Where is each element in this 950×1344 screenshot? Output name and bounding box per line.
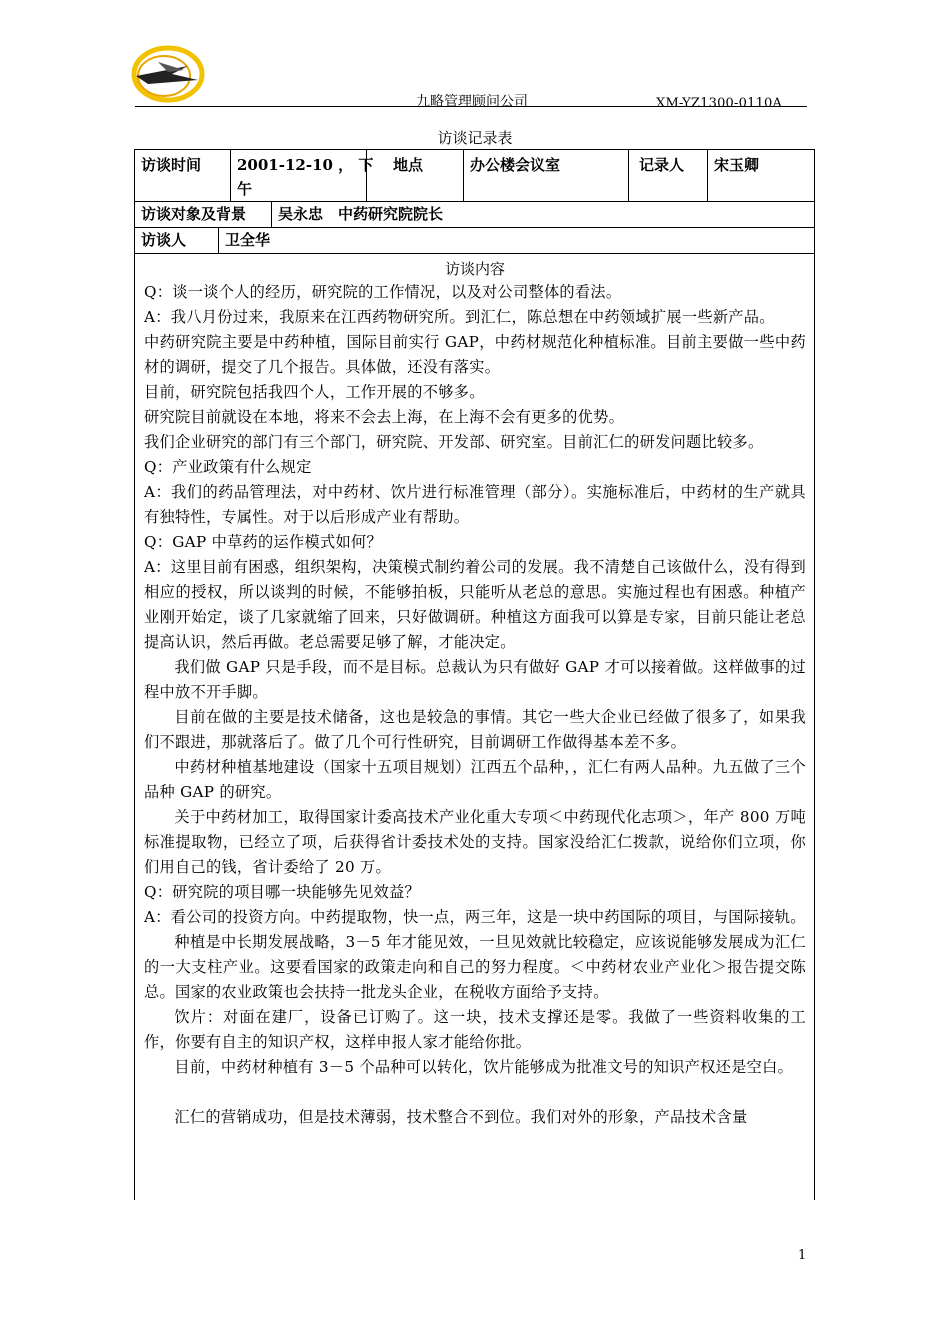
time-value-line2: 午 — [237, 180, 253, 198]
content-paragraph: A：看公司的投资方向。中药提取物，快一点，两三年，这是一块中药国际的项目，与国际接轨。 — [144, 908, 806, 926]
content-paragraph: 种植是中长期发展战略，3－5 年才能见效，一旦见效就比较稳定，应该说能够发展成为汇仁的一大支柱产业。这要看国家的政策走向和自己的努力程度。＜中药材农业产业化＞报告提交陈总。国家的农业政策也会扶持一批龙头企业，在税收方面给予支持。 — [144, 933, 806, 1001]
interviewer-label: 访谈人 — [135, 227, 219, 253]
time-value-line1: 2001-12-10 ， 下 — [237, 156, 374, 174]
interview-content — [135, 254, 814, 1130]
content-paragraph: 汇仁的营销成功，但是技术薄弱，技术整合不到位。我们对外的形象，产品技术含量 — [174, 1108, 748, 1126]
content-paragraph: Q：产业政策有什么规定 — [144, 458, 312, 476]
time-label: 访谈时间 — [135, 150, 231, 201]
subject-value: 吴永忠 中药研究院院长 — [278, 205, 444, 223]
document-number: XM-YZ1300-0110A — [656, 96, 783, 111]
ninesage-logo-icon — [128, 40, 232, 108]
interviewer-value: 卫全华 — [225, 231, 271, 249]
content-paragraph: 中药材种植基地建设（国家十五项目规划）江西五个品种，，汇仁有两人品种。九五做了三个品种 GAP 的研究。 — [144, 758, 806, 801]
content-paragraph: 关于中药材加工，取得国家计委高技术产业化重大专项＜中药现代化志项＞，年产 800 万吨标准提取物，已经立了项，后获得省计委技术处的支持。国家没给汇仁拨款，说给你们立项，你们用自己的钱，省计委给了 20 万。 — [144, 808, 806, 876]
company-logo — [128, 40, 232, 108]
subject-label: 访谈对象及背景 — [135, 201, 272, 227]
company-name: 九略管理顾问公司 — [416, 94, 528, 110]
info-row-interviewer — [135, 227, 814, 254]
content-paragraph: 我们做 GAP 只是手段，而不是目标。总裁认为只有做好 GAP 才可以接着做。这样做事的过程中放不开手脚。 — [144, 658, 806, 701]
place-value: 办公楼会议室 — [464, 150, 629, 201]
content-paragraph: A：我们的药品管理法，对中药材、饮片进行标准管理（部分）。实施标准后，中药材的生产就具有独特性，专属性。对于以后形成产业有帮助。 — [144, 483, 806, 526]
info-row-time-place — [135, 150, 814, 202]
content-paragraph: A：这里目前有困惑，组织架构，决策模式制约着公司的发展。我不清楚自己该做什么，没有得到相应的授权，所以谈判的时候，不能够拍板，只能听从老总的意思。实施过程也有困惑。种植产业刚开始定，谈了几家就缩了回来，只好做调研。种植这方面我可以算是专家，目前只能让老总提高认识，然后再做。老总需要足够了解，才能决定。 — [144, 558, 806, 651]
time-value — [231, 150, 374, 201]
content-paragraph: 饮片：对面在建厂，设备已订购了。这一块，技术支撑还是零。我做了一些资料收集的工作，你要有自主的知识产权，这样申报人家才能给你批。 — [144, 1008, 806, 1051]
content-paragraph: Q：谈一谈个人的经历，研究院的工作情况，以及对公司整体的看法。 — [144, 283, 622, 301]
info-row-subject — [135, 201, 814, 228]
content-paragraph: A：我八月份过来，我原来在江西药物研究所。到汇仁，陈总想在中药领域扩展一些新产品。 — [144, 308, 775, 326]
interview-record-table — [134, 149, 815, 1200]
content-blank-line — [144, 1080, 806, 1105]
content-paragraph: 目前，中药材种植有 3－5 个品种可以转化，饮片能够成为批准文号的知识产权还是空白。 — [174, 1058, 794, 1076]
place-label: 地点 — [367, 150, 464, 201]
content-paragraph: Q：研究院的项目哪一块能够先见效益？ — [144, 883, 421, 901]
content-paragraph: 研究院目前就设在本地，将来不会去上海，在上海不会有更多的优势。 — [144, 408, 625, 426]
recorder-label: 记录人 — [629, 150, 708, 201]
content-paragraph: 目前，研究院包括我四个人，工作开展的不够多。 — [144, 383, 485, 401]
page-number: 1 — [798, 1248, 807, 1263]
table-title: 访谈记录表 — [437, 129, 513, 147]
content-paragraph: 目前在做的主要是技术储备，这也是较急的事情。其它一些大企业已经做了很多了，如果我们不跟进，那就落后了。做了几个可行性研究，目前调研工作做得基本差不多。 — [144, 708, 806, 751]
content-paragraph: Q：GAP 中草药的运作模式如何？ — [144, 533, 382, 551]
content-paragraphs — [144, 280, 806, 1130]
recorder-value: 宋玉卿 — [714, 156, 760, 174]
header-rule — [135, 106, 807, 107]
content-title: 访谈内容 — [444, 260, 505, 278]
content-paragraph: 我们企业研究的部门有三个部门，研究院、开发部、研究室。目前汇仁的研发问题比较多。 — [144, 433, 764, 451]
content-paragraph: 中药研究院主要是中药种植，国际目前实行 GAP，中药材规范化种植标准。目前主要做一些中药材的调研，提交了几个报告。具体做，还没有落实。 — [144, 333, 806, 376]
